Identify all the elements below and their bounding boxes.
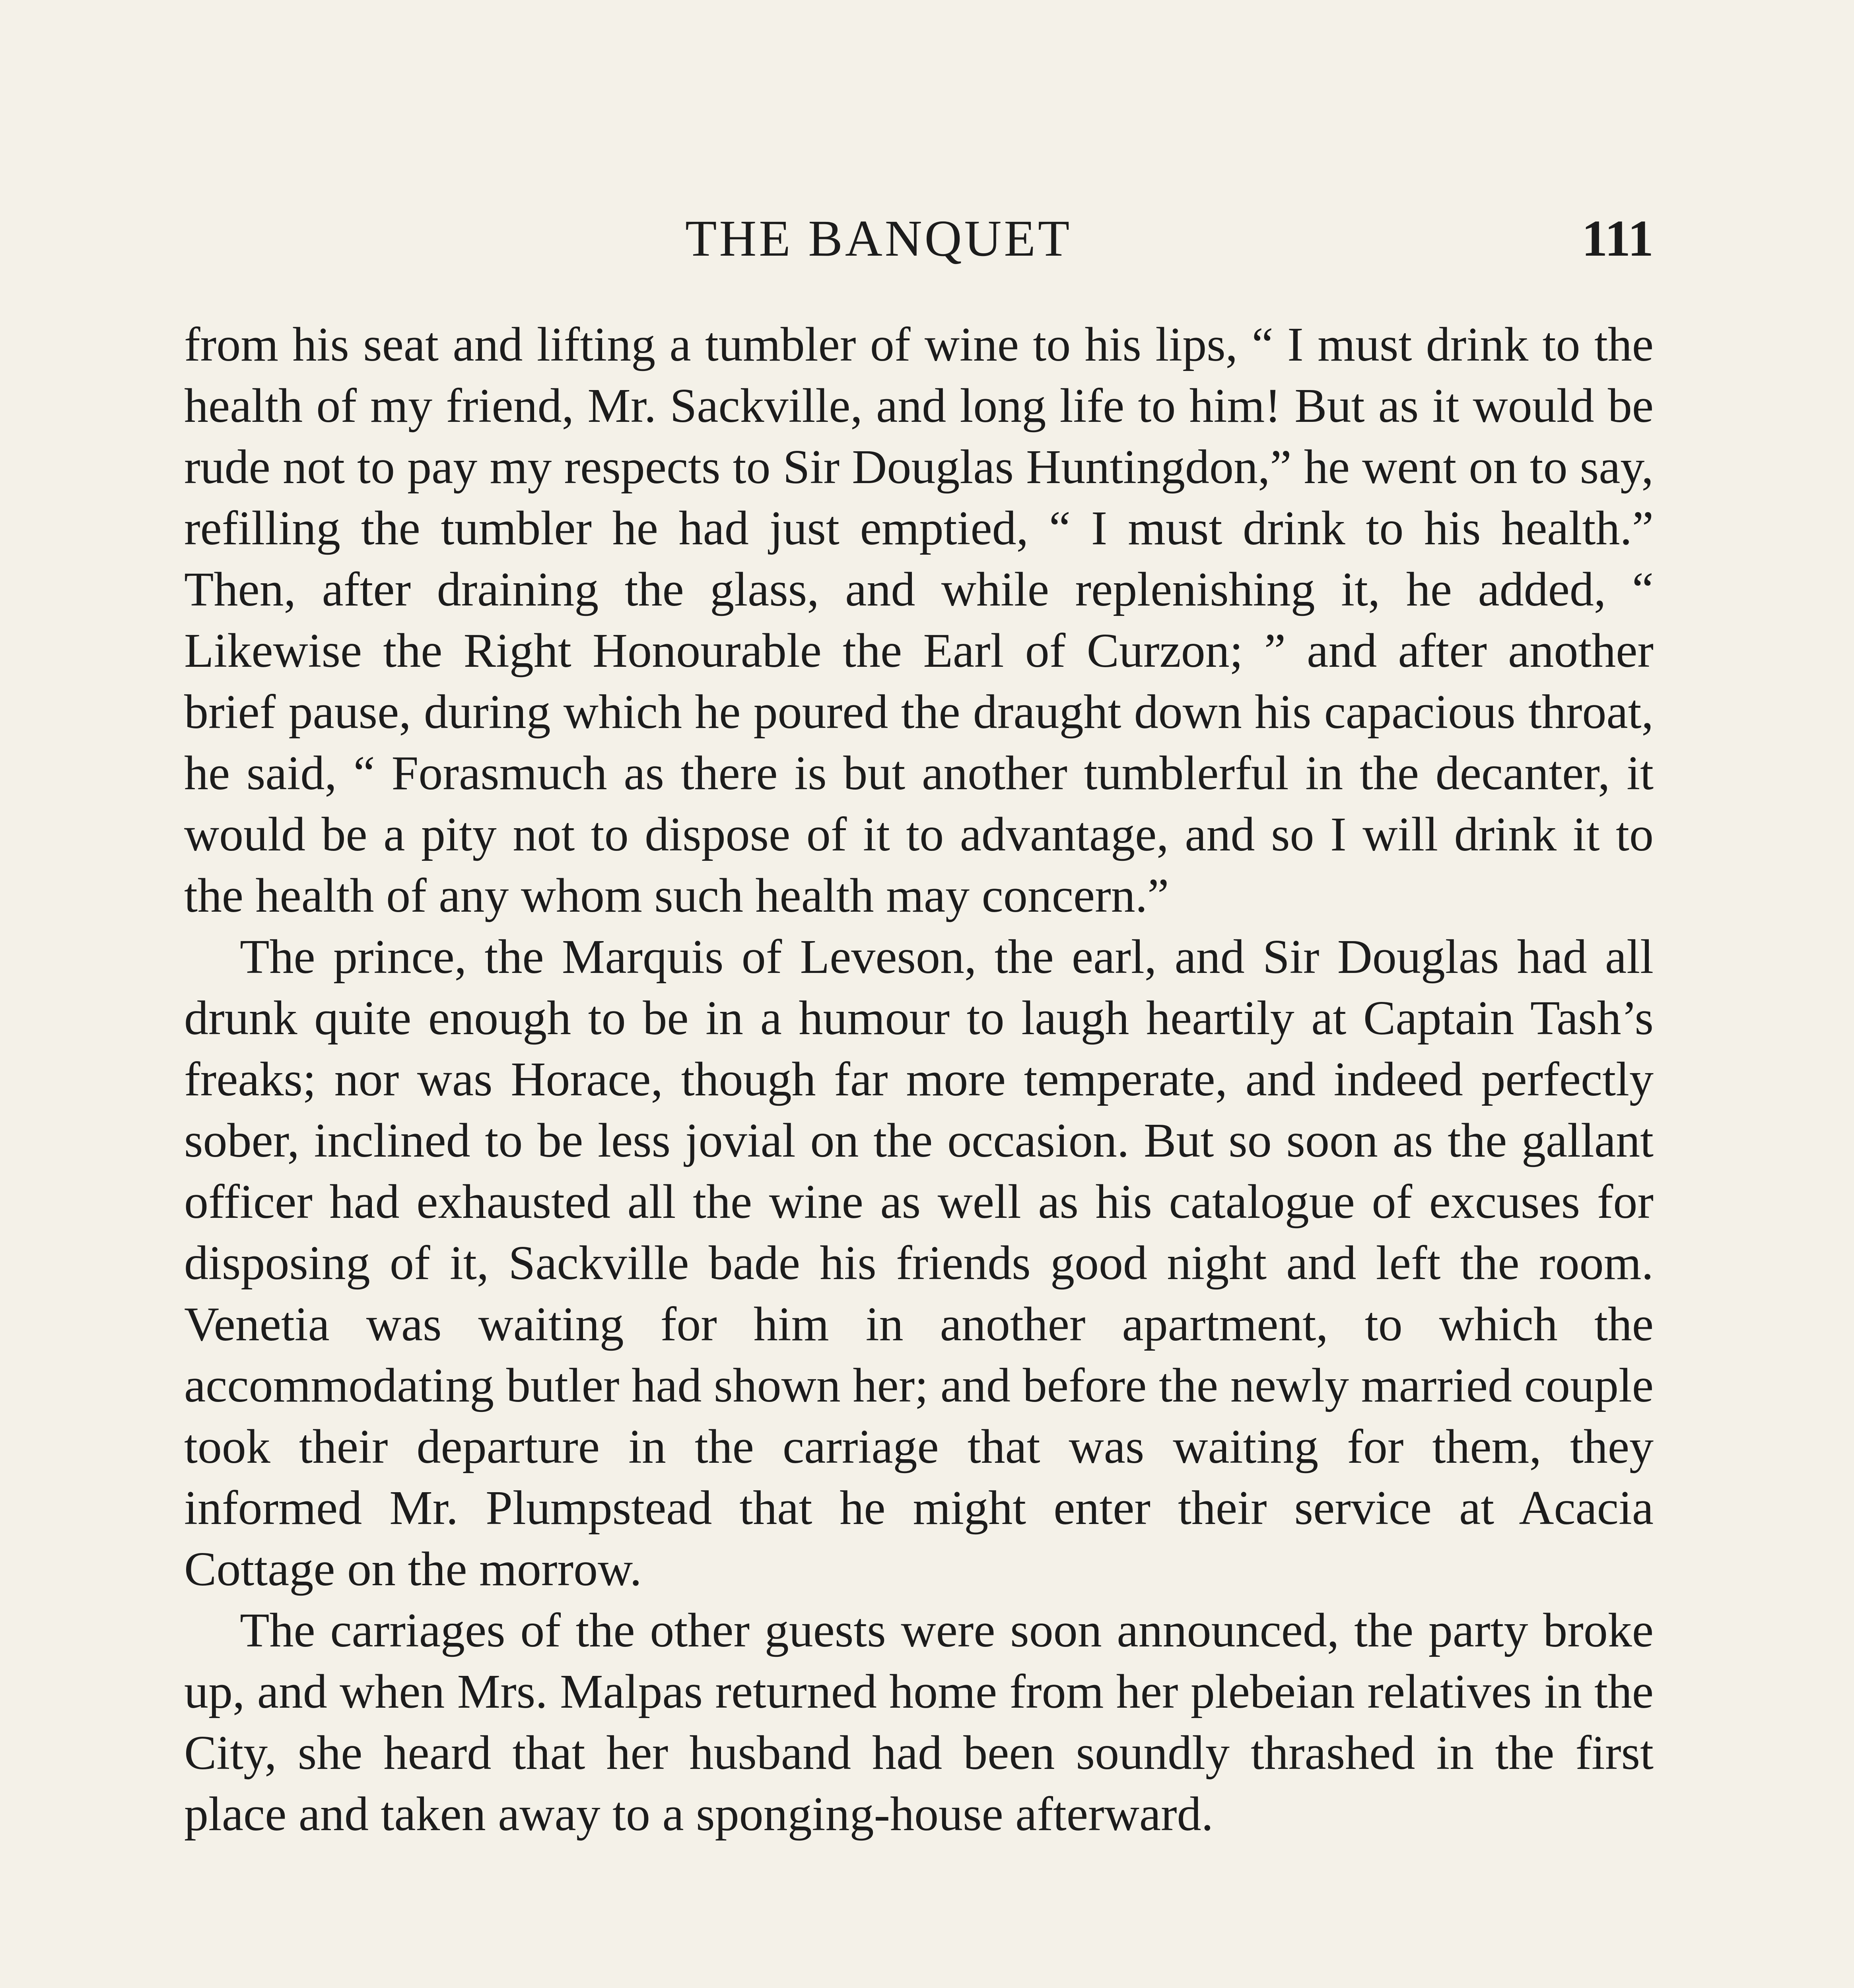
- running-title: THE BANQUET: [685, 210, 1072, 267]
- paragraph-3: The carriages of the other guests were soon announced, the party broke up, and when Mrs. Malpas returned home from her plebeian relatives in the City, she heard that her husband had been soundly thrashed in the first place and taken away to a sponging-house afterward.: [184, 1604, 1654, 1841]
- body-text: [184, 314, 1654, 1845]
- running-head: [184, 209, 1654, 276]
- page-number: 111: [1582, 210, 1654, 267]
- paragraph-1: from his seat and lifting a tumbler of wine to his lips, “ I must drink to the health of my friend, Mr. Sackville, and long life to him! But as it would be rude not to pay my respects to Sir Douglas Huntingdon,” he went on to say, refilling the tumbler he had just emptied, “ I must drink to his health.” Then, after draining the glass, and while replenishing it, he added, “ Likewise the Right Honourable the Earl of Curzon; ” and after another brief pause, during which he poured the draught down his capacious throat, he said, “ Forasmuch as there is but another tumblerful in the decanter, it would be a pity not to dispose of it to advantage, and so I will drink it to the health of any whom such health may concern.”: [184, 318, 1654, 922]
- paragraph-2: The prince, the Marquis of Leveson, the earl, and Sir Douglas had all drunk quite enough to be in a humour to laugh heartily at Captain Tash’s freaks; nor was Horace, though far more temperate, and indeed perfectly sober, inclined to be less jovial on the occasion. But so soon as the gallant officer had exhausted all the wine as well as his catalogue of excuses for disposing of it, Sackville bade his friends good night and left the room. Venetia was waiting for him in another apartment, to which the accommodating butler had shown her; and before the newly married couple took their departure in the carriage that was waiting for them, they informed Mr. Plumpstead that he might enter their service at Acacia Cottage on the morrow.: [184, 930, 1654, 1596]
